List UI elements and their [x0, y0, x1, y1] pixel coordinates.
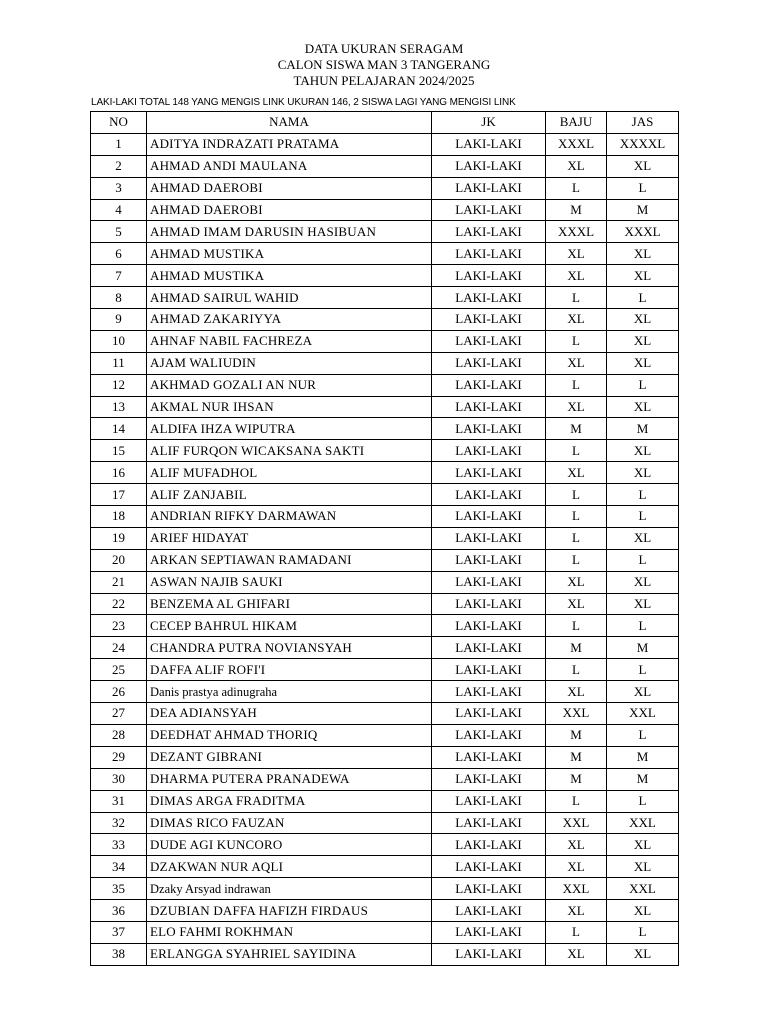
row-number: 2 — [91, 155, 147, 177]
row-number: 22 — [91, 593, 147, 615]
jacket-size: M — [607, 418, 679, 440]
student-name: DEA ADIANSYAH — [147, 703, 432, 725]
shirt-size: L — [546, 374, 607, 396]
table-row — [91, 155, 679, 177]
column-header-jas: JAS — [607, 112, 679, 134]
student-name: AHMAD DAEROBI — [147, 177, 432, 199]
table-row — [91, 659, 679, 681]
gender: LAKI-LAKI — [432, 352, 546, 374]
gender: LAKI-LAKI — [432, 243, 546, 265]
row-number: 21 — [91, 571, 147, 593]
shirt-size: L — [546, 921, 607, 943]
jacket-size: L — [607, 177, 679, 199]
table-row — [91, 856, 679, 878]
jacket-size: XXL — [607, 812, 679, 834]
jacket-size: M — [607, 746, 679, 768]
table-row — [91, 177, 679, 199]
table-row — [91, 768, 679, 790]
student-name: DIMAS ARGA FRADITMA — [147, 790, 432, 812]
shirt-size: XL — [546, 396, 607, 418]
row-number: 34 — [91, 856, 147, 878]
jacket-size: XL — [607, 527, 679, 549]
row-number: 10 — [91, 330, 147, 352]
gender: LAKI-LAKI — [432, 199, 546, 221]
table-row — [91, 506, 679, 528]
table-row — [91, 943, 679, 965]
gender: LAKI-LAKI — [432, 900, 546, 922]
table-row — [91, 440, 679, 462]
table-row — [91, 921, 679, 943]
row-number: 12 — [91, 374, 147, 396]
row-number: 26 — [91, 681, 147, 703]
shirt-size: L — [546, 440, 607, 462]
jacket-size: M — [607, 637, 679, 659]
student-name: ALIF MUFADHOL — [147, 462, 432, 484]
jacket-size: XL — [607, 943, 679, 965]
shirt-size: XXXL — [546, 133, 607, 155]
student-name: AHMAD IMAM DARUSIN HASIBUAN — [147, 221, 432, 243]
document-subtitle-school: CALON SISWA MAN 3 TANGERANG — [277, 57, 491, 72]
table-header-row — [91, 112, 679, 134]
gender: LAKI-LAKI — [432, 309, 546, 331]
gender: LAKI-LAKI — [432, 265, 546, 287]
column-header-nama: NAMA — [147, 112, 432, 134]
shirt-size: XL — [546, 856, 607, 878]
shirt-size: XL — [546, 834, 607, 856]
student-name: AKMAL NUR IHSAN — [147, 396, 432, 418]
jacket-size: XL — [607, 462, 679, 484]
gender: LAKI-LAKI — [432, 374, 546, 396]
shirt-size: L — [546, 527, 607, 549]
row-number: 35 — [91, 878, 147, 900]
student-name: ASWAN NAJIB SAUKI — [147, 571, 432, 593]
student-name: Dzaky Arsyad indrawan — [147, 878, 432, 900]
table-row — [91, 527, 679, 549]
shirt-size: XL — [546, 462, 607, 484]
student-name: AHMAD ZAKARIYYA — [147, 309, 432, 331]
jacket-size: XL — [607, 330, 679, 352]
row-number: 31 — [91, 790, 147, 812]
shirt-size: XL — [546, 900, 607, 922]
gender: LAKI-LAKI — [432, 878, 546, 900]
table-row — [91, 287, 679, 309]
gender: LAKI-LAKI — [432, 943, 546, 965]
gender: LAKI-LAKI — [432, 287, 546, 309]
gender: LAKI-LAKI — [432, 834, 546, 856]
shirt-size: L — [546, 790, 607, 812]
gender: LAKI-LAKI — [432, 330, 546, 352]
jacket-size: L — [607, 287, 679, 309]
student-name: DHARMA PUTERA PRANADEWA — [147, 768, 432, 790]
gender: LAKI-LAKI — [432, 527, 546, 549]
gender: LAKI-LAKI — [432, 549, 546, 571]
shirt-size: M — [546, 199, 607, 221]
jacket-size: L — [607, 790, 679, 812]
jacket-size: XL — [607, 155, 679, 177]
row-number: 23 — [91, 615, 147, 637]
shirt-size: XL — [546, 309, 607, 331]
row-number: 14 — [91, 418, 147, 440]
student-name: CHANDRA PUTRA NOVIANSYAH — [147, 637, 432, 659]
shirt-size: L — [546, 177, 607, 199]
table-row — [91, 703, 679, 725]
student-name: DZUBIAN DAFFA HAFIZH FIRDAUS — [147, 900, 432, 922]
gender: LAKI-LAKI — [432, 659, 546, 681]
shirt-size: L — [546, 484, 607, 506]
jacket-size: L — [607, 659, 679, 681]
jacket-size: XXXXL — [607, 133, 679, 155]
table-row — [91, 571, 679, 593]
gender: LAKI-LAKI — [432, 177, 546, 199]
row-number: 4 — [91, 199, 147, 221]
student-name: ERLANGGA SYAHRIEL SAYIDINA — [147, 943, 432, 965]
jacket-size: XL — [607, 571, 679, 593]
uniform-size-table — [90, 111, 679, 966]
shirt-size: XXL — [546, 703, 607, 725]
table-row — [91, 396, 679, 418]
gender: LAKI-LAKI — [432, 615, 546, 637]
gender: LAKI-LAKI — [432, 703, 546, 725]
row-number: 6 — [91, 243, 147, 265]
shirt-size: L — [546, 330, 607, 352]
shirt-size: XL — [546, 571, 607, 593]
shirt-size: L — [546, 659, 607, 681]
table-row — [91, 243, 679, 265]
student-name: ALIF FURQON WICAKSANA SAKTI — [147, 440, 432, 462]
table-row — [91, 900, 679, 922]
table-row — [91, 352, 679, 374]
row-number: 15 — [91, 440, 147, 462]
table-row — [91, 593, 679, 615]
gender: LAKI-LAKI — [432, 155, 546, 177]
shirt-size: L — [546, 549, 607, 571]
jacket-size: L — [607, 374, 679, 396]
row-number: 18 — [91, 506, 147, 528]
row-number: 33 — [91, 834, 147, 856]
jacket-size: XL — [607, 856, 679, 878]
student-name: ELO FAHMI ROKHMAN — [147, 921, 432, 943]
row-number: 1 — [91, 133, 147, 155]
shirt-size: XL — [546, 155, 607, 177]
gender: LAKI-LAKI — [432, 724, 546, 746]
summary-note: LAKI-LAKI TOTAL 148 YANG MENGIS LINK UKURAN 146, 2 SISWA LAGI YANG MENGISI LINK — [91, 97, 516, 108]
column-header-no: NO — [91, 112, 147, 134]
table-row — [91, 878, 679, 900]
shirt-size: XXL — [546, 878, 607, 900]
student-name: ANDRIAN RIFKY DARMAWAN — [147, 506, 432, 528]
table-row — [91, 462, 679, 484]
shirt-size: XL — [546, 593, 607, 615]
student-name: ALIF ZANJABIL — [147, 484, 432, 506]
table-row — [91, 265, 679, 287]
gender: LAKI-LAKI — [432, 506, 546, 528]
table-row — [91, 746, 679, 768]
gender: LAKI-LAKI — [432, 637, 546, 659]
row-number: 32 — [91, 812, 147, 834]
row-number: 16 — [91, 462, 147, 484]
table-row — [91, 790, 679, 812]
shirt-size: L — [546, 506, 607, 528]
table-row — [91, 834, 679, 856]
student-name: DIMAS RICO FAUZAN — [147, 812, 432, 834]
jacket-size: L — [607, 615, 679, 637]
gender: LAKI-LAKI — [432, 571, 546, 593]
row-number: 24 — [91, 637, 147, 659]
table-row — [91, 199, 679, 221]
jacket-size: M — [607, 768, 679, 790]
jacket-size: XL — [607, 834, 679, 856]
jacket-size: XL — [607, 440, 679, 462]
student-name: DAFFA ALIF ROFI'I — [147, 659, 432, 681]
shirt-size: L — [546, 287, 607, 309]
jacket-size: XL — [607, 309, 679, 331]
jacket-size: L — [607, 724, 679, 746]
table-row — [91, 418, 679, 440]
student-name: AHMAD SAIRUL WAHID — [147, 287, 432, 309]
gender: LAKI-LAKI — [432, 484, 546, 506]
jacket-size: L — [607, 549, 679, 571]
student-name: ALDIFA IHZA WIPUTRA — [147, 418, 432, 440]
column-header-baju: BAJU — [546, 112, 607, 134]
shirt-size: M — [546, 768, 607, 790]
shirt-size: XL — [546, 681, 607, 703]
shirt-size: XL — [546, 265, 607, 287]
student-name: AKHMAD GOZALI AN NUR — [147, 374, 432, 396]
student-name: AHNAF NABIL FACHREZA — [147, 330, 432, 352]
shirt-size: M — [546, 637, 607, 659]
row-number: 36 — [91, 900, 147, 922]
jacket-size: XL — [607, 593, 679, 615]
gender: LAKI-LAKI — [432, 396, 546, 418]
row-number: 8 — [91, 287, 147, 309]
gender: LAKI-LAKI — [432, 221, 546, 243]
table-row — [91, 549, 679, 571]
table-row — [91, 615, 679, 637]
row-number: 28 — [91, 724, 147, 746]
row-number: 3 — [91, 177, 147, 199]
gender: LAKI-LAKI — [432, 856, 546, 878]
jacket-size: XXL — [607, 703, 679, 725]
jacket-size: L — [607, 506, 679, 528]
gender: LAKI-LAKI — [432, 418, 546, 440]
row-number: 37 — [91, 921, 147, 943]
row-number: 19 — [91, 527, 147, 549]
student-name: DZAKWAN NUR AQLI — [147, 856, 432, 878]
row-number: 13 — [91, 396, 147, 418]
student-name: AJAM WALIUDIN — [147, 352, 432, 374]
jacket-size: XL — [607, 900, 679, 922]
table-row — [91, 309, 679, 331]
row-number: 7 — [91, 265, 147, 287]
jacket-size: XL — [607, 352, 679, 374]
table-body — [91, 133, 679, 965]
jacket-size: XXXL — [607, 221, 679, 243]
document-subtitle-year: TAHUN PELAJARAN 2024/2025 — [293, 73, 475, 88]
student-name: AHMAD MUSTIKA — [147, 243, 432, 265]
shirt-size: XXL — [546, 812, 607, 834]
shirt-size: XXXL — [546, 221, 607, 243]
document-title: DATA UKURAN SERAGAM — [304, 41, 464, 56]
table-row — [91, 374, 679, 396]
jacket-size: L — [607, 921, 679, 943]
gender: LAKI-LAKI — [432, 790, 546, 812]
student-name: DEZANT GIBRANI — [147, 746, 432, 768]
student-name: DEEDHAT AHMAD THORIQ — [147, 724, 432, 746]
shirt-size: XL — [546, 243, 607, 265]
student-name: ARKAN SEPTIAWAN RAMADANI — [147, 549, 432, 571]
row-number: 20 — [91, 549, 147, 571]
student-name: BENZEMA AL GHIFARI — [147, 593, 432, 615]
jacket-size: XL — [607, 243, 679, 265]
gender: LAKI-LAKI — [432, 440, 546, 462]
table-row — [91, 133, 679, 155]
jacket-size: M — [607, 199, 679, 221]
gender: LAKI-LAKI — [432, 921, 546, 943]
student-name: CECEP BAHRUL HIKAM — [147, 615, 432, 637]
row-number: 27 — [91, 703, 147, 725]
row-number: 38 — [91, 943, 147, 965]
column-header-jk: JK — [432, 112, 546, 134]
student-name: AHMAD ANDI MAULANA — [147, 155, 432, 177]
table-row — [91, 681, 679, 703]
jacket-size: L — [607, 484, 679, 506]
row-number: 17 — [91, 484, 147, 506]
shirt-size: M — [546, 746, 607, 768]
row-number: 29 — [91, 746, 147, 768]
shirt-size: L — [546, 615, 607, 637]
row-number: 9 — [91, 309, 147, 331]
jacket-size: XL — [607, 681, 679, 703]
gender: LAKI-LAKI — [432, 593, 546, 615]
student-name: Danis prastya adinugraha — [147, 681, 432, 703]
jacket-size: XL — [607, 265, 679, 287]
jacket-size: XL — [607, 396, 679, 418]
student-name: AHMAD MUSTIKA — [147, 265, 432, 287]
shirt-size: M — [546, 418, 607, 440]
gender: LAKI-LAKI — [432, 681, 546, 703]
student-name: ARIEF HIDAYAT — [147, 527, 432, 549]
table-row — [91, 484, 679, 506]
table-row — [91, 330, 679, 352]
row-number: 30 — [91, 768, 147, 790]
shirt-size: M — [546, 724, 607, 746]
row-number: 11 — [91, 352, 147, 374]
shirt-size: XL — [546, 943, 607, 965]
gender: LAKI-LAKI — [432, 462, 546, 484]
gender: LAKI-LAKI — [432, 812, 546, 834]
table-row — [91, 637, 679, 659]
gender: LAKI-LAKI — [432, 746, 546, 768]
jacket-size: XXL — [607, 878, 679, 900]
shirt-size: XL — [546, 352, 607, 374]
table-row — [91, 221, 679, 243]
row-number: 25 — [91, 659, 147, 681]
row-number: 5 — [91, 221, 147, 243]
student-name: AHMAD DAEROBI — [147, 199, 432, 221]
gender: LAKI-LAKI — [432, 133, 546, 155]
student-name: ADITYA INDRAZATI PRATAMA — [147, 133, 432, 155]
student-name: DUDE AGI KUNCORO — [147, 834, 432, 856]
table-row — [91, 812, 679, 834]
gender: LAKI-LAKI — [432, 768, 546, 790]
table-row — [91, 724, 679, 746]
